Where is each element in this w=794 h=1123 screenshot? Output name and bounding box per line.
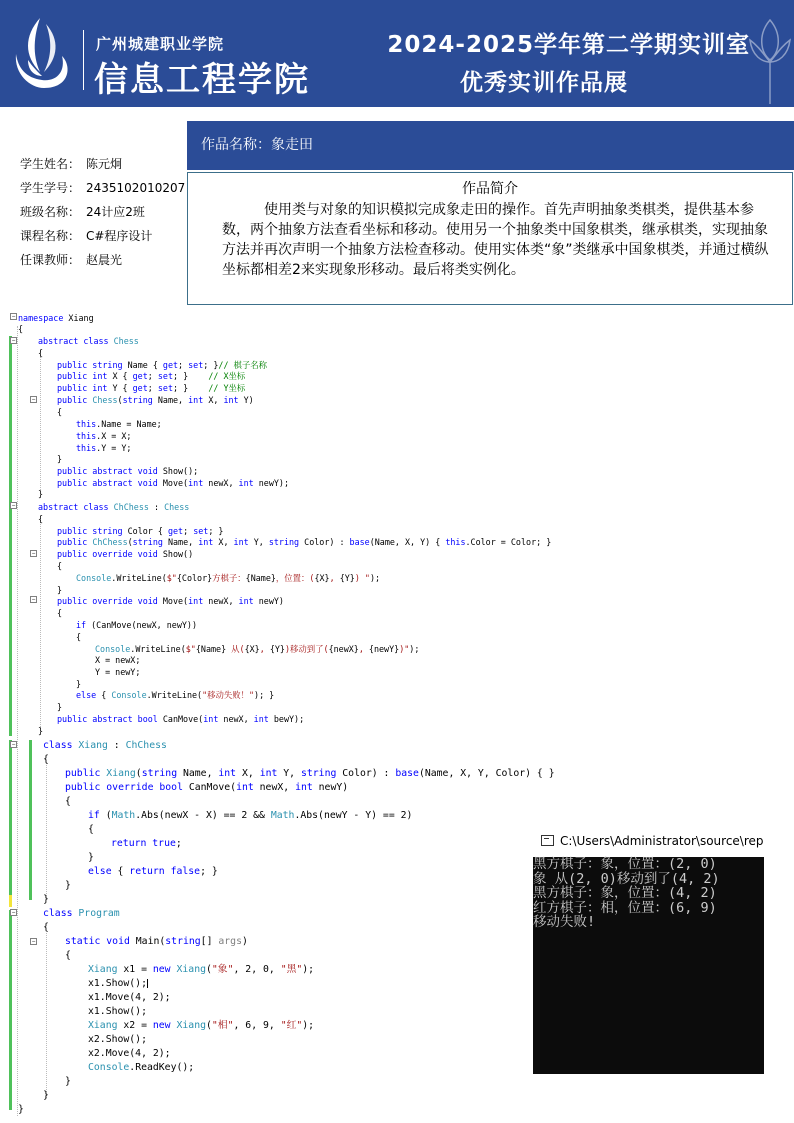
course-label: 课程名称： (20, 229, 81, 243)
code-line: public override void Move(int newX, int newY) (57, 596, 284, 606)
code-line: static void Main(string[] args) (65, 936, 248, 947)
fold-toggle[interactable]: − (31, 596, 36, 603)
student-id-label: 学生学号： (20, 181, 81, 195)
text-caret (147, 979, 148, 988)
teacher-label: 任课教师： (20, 253, 81, 267)
student-name-row (20, 155, 185, 179)
code-line: x2.Show(); (88, 1034, 147, 1045)
code-line: } (65, 1076, 71, 1087)
code-line: { (57, 608, 63, 618)
code-line: class Program (43, 908, 120, 919)
change-bar-modified (9, 895, 12, 907)
change-bar (9, 740, 12, 895)
teacher-row (20, 251, 185, 275)
fold-toggle[interactable]: − (11, 909, 16, 916)
code-line: if (Math.Abs(newX - X) == 2 && Math.Abs(newY - Y) == 2) (88, 810, 413, 821)
code-line: public Chess(string Name, int X, int Y) (57, 395, 254, 405)
code-line: x1.Show(); (88, 978, 147, 989)
code-line: { (88, 824, 94, 835)
code-line: } (57, 702, 63, 712)
indent-guide (46, 933, 47, 1098)
indent-guide (38, 348, 44, 490)
code-line: } (57, 454, 63, 464)
console-window (533, 826, 764, 1074)
code-line: { (65, 950, 71, 961)
code-line: { (65, 796, 71, 807)
code-line: public abstract bool CanMove(int newX, int bewY); (57, 714, 305, 724)
console-line: 黑方棋子：象，位置：(2, 0) (533, 856, 717, 872)
change-bar (9, 910, 12, 1110)
code-line: public override void Show() (57, 549, 194, 559)
console-titlebar[interactable] (533, 826, 764, 857)
code-line: } (88, 852, 94, 863)
course-row (20, 227, 185, 251)
code-line: this.X = X; (76, 431, 132, 441)
change-bar (9, 336, 12, 736)
indent-guide (46, 763, 47, 898)
code-line: public string Name { get; set; }// 棋子名称 (57, 360, 268, 370)
code-line: public int Y { get; set; } // Y坐标 (57, 383, 246, 393)
indent-guide (38, 514, 44, 731)
department-name: 信息工程学院 (94, 60, 310, 100)
fold-toggle[interactable]: − (11, 502, 16, 509)
console-line: 红方棋子：相，位置：(6, 9) (533, 899, 717, 916)
console-line: 象 从(2, 0)移动到了(4, 2) (533, 870, 720, 887)
code-line: { (43, 922, 49, 933)
code-line: { (57, 561, 63, 571)
code-line: { (38, 348, 44, 358)
fold-toggle[interactable]: − (31, 550, 36, 557)
code-line: { (18, 324, 24, 334)
code-line: x1.Move(4, 2); (88, 992, 171, 1003)
code-line: X = newX; (95, 655, 141, 665)
class-value: 24计应2班 (86, 205, 145, 219)
code-line: class Xiang : ChChess (43, 740, 167, 751)
lotus-decoration-icon (740, 0, 794, 107)
teacher-value: 赵晨光 (86, 253, 123, 267)
code-line: { (38, 514, 44, 524)
code-line: else { return false; } (88, 866, 218, 877)
code-line: public abstract void Show(); (57, 466, 199, 476)
change-bar (29, 740, 32, 900)
indent-guide (17, 326, 18, 1116)
code-line: this.Y = Y; (76, 443, 132, 453)
page-header (0, 0, 794, 107)
code-line: public Xiang(string Name, int X, int Y, string Color) : base(Name, X, Y, Color) { } (65, 768, 555, 779)
fold-toggle[interactable]: − (31, 938, 36, 945)
console-output (533, 857, 764, 930)
code-line: { (76, 632, 82, 642)
code-line: public int X { get; set; } // X坐标 (57, 371, 246, 381)
header-title-line2: 优秀实训作品展 (460, 70, 628, 96)
code-line: x2.Move(4, 2); (88, 1048, 171, 1059)
header-divider (83, 30, 84, 90)
code-line: Console.ReadKey(); (88, 1062, 195, 1073)
course-value: C#程序设计 (86, 229, 153, 243)
student-name-label: 学生姓名： (20, 157, 81, 171)
work-intro-box (187, 172, 793, 305)
intro-heading: 作品简介 (462, 181, 518, 197)
code-line: Y = newY; (95, 667, 141, 677)
console-line: 黑方棋子：象，位置：(4, 2) (533, 885, 717, 901)
console-line: 移动失败! (533, 914, 596, 930)
student-id-row (20, 179, 185, 203)
code-line: x1.Show(); (88, 1006, 147, 1017)
header-title-line1: 2024-2025学年第二学期实训室 (387, 32, 750, 58)
college-logo-icon (10, 14, 74, 94)
console-title: C:\Users\Administrator\source\rep (560, 834, 764, 848)
console-app-icon (541, 835, 554, 846)
code-line: } (38, 489, 44, 499)
code-line: abstract class Chess (38, 336, 139, 346)
code-line: } (38, 726, 44, 736)
code-line: Xiang x2 = new Xiang("相", 6, 9, "红"); (88, 1020, 315, 1031)
code-line: return true; (111, 838, 182, 849)
code-line: Console.WriteLine($"{Color}方棋子：{Name}，位置：({X}, {Y}) "); (76, 573, 381, 583)
code-line: { (43, 754, 49, 765)
student-info (20, 155, 185, 275)
code-line: } (65, 880, 71, 891)
code-line: namespace Xiang (18, 313, 94, 323)
student-id-value: 2435102010207 (86, 181, 186, 195)
intro-text: 使用类与对象的知识模拟完成象走田的操作。首先声明抽象类棋类，提供基本参数，两个抽象方法查看坐标和移动。使用另一个抽象类中国象棋类，继承棋类，实现抽象方法并再次声明一个抽象方法检查移动。使用实体类“象”类继承中国象棋类，并通过横纵坐标都相差2来实现象形移动。最后将类实例化。 (222, 202, 769, 278)
student-name-value: 陈元炯 (86, 157, 123, 171)
fold-toggle[interactable]: − (11, 741, 16, 748)
work-title: 作品名称：象走田 (187, 121, 794, 170)
fold-toggle[interactable]: − (11, 313, 16, 320)
code-line: Console.WriteLine($"{Name} 从({X}, {Y})移动到了({newX}, {newY})"); (95, 644, 420, 654)
code-line: abstract class ChChess : Chess (38, 502, 190, 512)
code-line: public abstract void Move(int newX, int newY); (57, 478, 289, 488)
code-line: else { Console.WriteLine("移动失败！"); } (76, 690, 275, 700)
fold-toggle[interactable]: − (11, 337, 16, 344)
code-line: public override bool CanMove(int newX, int newY) (65, 782, 349, 793)
code-line: if (CanMove(newX, newY)) (76, 620, 198, 630)
fold-toggle[interactable]: − (31, 396, 36, 403)
code-line: public ChChess(string Name, int X, int Y, string Color) : base(Name, X, Y) { this.Color = Color; } (57, 537, 552, 547)
code-line: } (43, 894, 49, 905)
code-line: { (57, 407, 63, 417)
class-label: 班级名称： (20, 205, 81, 219)
code-line: } (76, 679, 82, 689)
code-line: } (18, 1104, 24, 1115)
class-row (20, 203, 185, 227)
code-line: } (57, 585, 63, 595)
code-line: this.Name = Name; (76, 419, 162, 429)
college-name: 广州城建职业学院 (96, 35, 225, 53)
code-line: } (43, 1090, 49, 1101)
code-line: Xiang x1 = new Xiang("象", 2, 0, "黑"); (88, 964, 315, 975)
code-line: public string Color { get; set; } (57, 526, 224, 536)
